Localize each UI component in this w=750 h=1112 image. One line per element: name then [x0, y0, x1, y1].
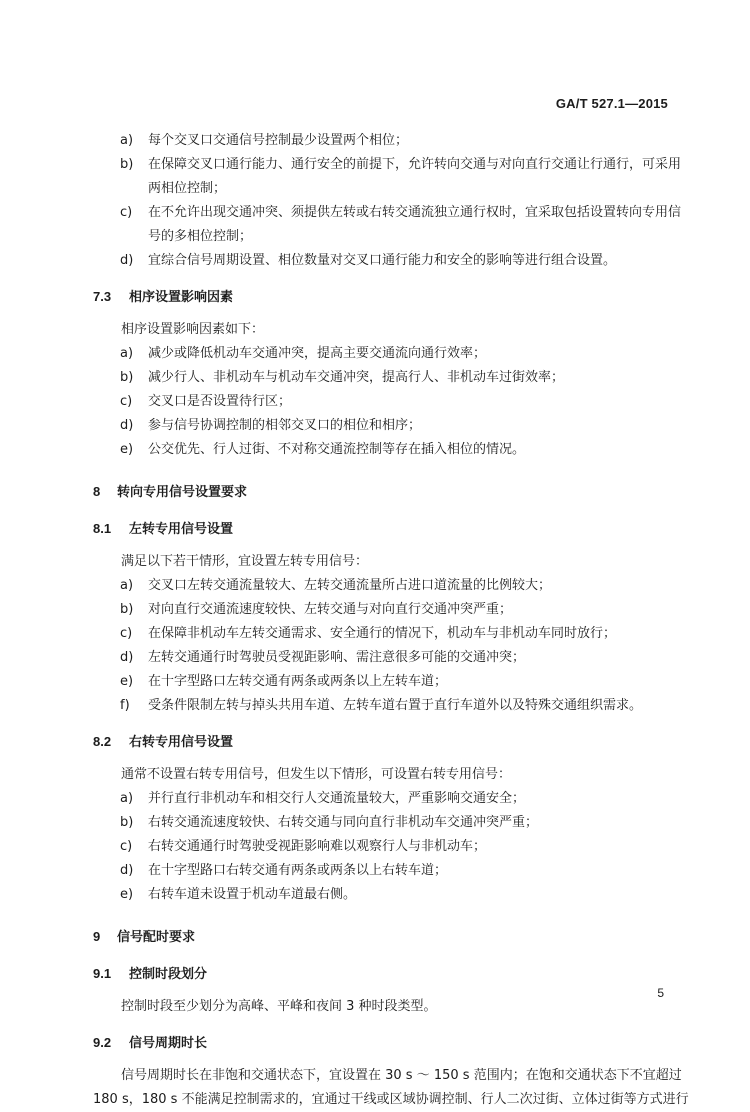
page-number: 5 [657, 986, 664, 1000]
list-item [93, 598, 683, 622]
list-item [93, 129, 683, 153]
list-text: 减少行人、非机动车与机动车交通冲突，提高行人、非机动车过街效率； [148, 370, 565, 385]
standard-code: GA/T 527.1—2015 [555, 96, 668, 111]
list-marker: d) [120, 863, 134, 878]
list-marker: e) [120, 674, 134, 689]
list-text: 右转交通流速度较快、右转交通与同向直行非机动车交通冲突严重； [148, 815, 539, 830]
list-text: 交叉口左转交通流量较大、左转交通流量所占进口道流量的比例较大； [148, 578, 552, 593]
list-item [93, 366, 683, 390]
chapter-number: 9 [93, 929, 101, 944]
list-marker: c) [120, 626, 133, 641]
list-item [93, 787, 683, 811]
page-content [93, 129, 689, 1112]
list-text: 对向直行交通流速度较快、左转交通与对向直行交通冲突严重； [148, 602, 513, 617]
chapter-number: 8 [93, 484, 101, 499]
list-item [93, 694, 683, 718]
section-paragraph: 控制时段至少划分为高峰、平峰和夜间 3 种时段类型。 [121, 999, 437, 1014]
list-item [93, 811, 683, 835]
list-item [93, 438, 683, 462]
list-text-continued: 号的多相位控制； [148, 229, 253, 244]
list-item [93, 835, 683, 859]
list-text: 在保障非机动车左转交通需求、安全通行的情况下，机动车与非机动车同时放行； [148, 626, 617, 641]
list-marker: d) [120, 253, 134, 268]
list-text: 右转交通通行时驾驶受视距影响难以观察行人与非机动车； [148, 839, 487, 854]
section-heading-9-1 [93, 962, 683, 987]
section-title: 相序设置影响因素 [129, 290, 234, 305]
list-item [93, 201, 683, 249]
list-marker: d) [120, 650, 134, 665]
list-marker: a) [120, 578, 134, 593]
list-text: 减少或降低机动车交通冲突，提高主要交通流向通行效率； [148, 346, 487, 361]
list-text: 并行直行非机动车和相交行人交通流量较大，严重影响交通安全； [148, 791, 526, 806]
chapter-heading-9 [93, 925, 683, 950]
list-text: 在十字型路口右转交通有两条或两条以上右转车道； [148, 863, 448, 878]
section-lead: 通常不设置右转专用信号，但发生以下情形，可设置右转专用信号： [121, 767, 512, 782]
list-item [93, 646, 683, 670]
list-marker: c) [120, 205, 133, 220]
paragraph-line: 180 s，180 s 不能满足控制需求的，宜通过干线或区域协调控制、行人二次过街、立体过街等方式进行 [93, 1092, 689, 1107]
section-number: 9.2 [93, 1035, 112, 1050]
list-item [93, 249, 683, 273]
list-item [93, 670, 683, 694]
list-text: 在十字型路口左转交通有两条或两条以上左转车道； [148, 674, 448, 689]
list-marker: a) [120, 346, 134, 361]
section-paragraph [93, 1064, 689, 1112]
chapter-title: 信号配时要求 [117, 930, 196, 945]
list-marker: b) [120, 157, 134, 172]
list-item [93, 414, 683, 438]
paragraph-line: 信号周期时长在非饱和交通状态下，宜设置在 30 s ～ 150 s 范围内；在饱和交通状态下不宜超过 [121, 1068, 682, 1083]
list-text: 参与信号协调控制的相邻交叉口的相位和相序； [148, 418, 422, 433]
section-number: 7.3 [93, 289, 112, 304]
section-heading-7-3 [93, 285, 683, 310]
section-title: 左转专用信号设置 [129, 522, 234, 537]
section-heading-8-1 [93, 517, 683, 542]
section-number: 8.2 [93, 734, 112, 749]
section-lead: 满足以下若干情形，宜设置左转专用信号： [121, 554, 369, 569]
list-marker: e) [120, 442, 134, 457]
list-text: 每个交叉口交通信号控制最少设置两个相位； [148, 133, 409, 148]
list-item [93, 342, 683, 366]
list-text: 宜综合信号周期设置、相位数量对交叉口通行能力和安全的影响等进行组合设置。 [148, 253, 617, 268]
list-item [93, 622, 683, 646]
list-item [93, 153, 683, 201]
list-item [93, 883, 683, 907]
list-text: 在保障交叉口通行能力、通行安全的前提下，允许转向交通与对向直行交通让行通行，可采用 [148, 157, 682, 172]
list-item [93, 574, 683, 598]
list-text: 在不允许出现交通冲突、须提供左转或右转交通流独立通行权时，宜采取包括设置转向专用信 [148, 205, 682, 220]
list-marker: b) [120, 815, 134, 830]
section-heading-8-2 [93, 730, 683, 755]
list-item [93, 859, 683, 883]
list-text: 左转交通通行时驾驶员受视距影响、需注意很多可能的交通冲突； [148, 650, 526, 665]
list-marker: b) [120, 370, 134, 385]
list-marker: a) [120, 133, 134, 148]
section-heading-9-2 [93, 1031, 683, 1056]
list-marker: c) [120, 394, 133, 409]
list-marker: a) [120, 791, 134, 806]
section-number: 9.1 [93, 966, 112, 981]
section-number: 8.1 [93, 521, 112, 536]
list-text: 公交优先、行人过街、不对称交通流控制等存在插入相位的情况。 [148, 442, 526, 457]
list-marker: b) [120, 602, 134, 617]
section-title: 控制时段划分 [129, 967, 208, 982]
list-text: 受条件限制左转与掉头共用车道、左转车道右置于直行车道外以及特殊交通组织需求。 [148, 698, 643, 713]
list-marker: e) [120, 887, 134, 902]
list-text-continued: 两相位控制； [148, 181, 227, 196]
section-title: 信号周期时长 [129, 1036, 208, 1051]
list-marker: c) [120, 839, 133, 854]
list-marker: d) [120, 418, 134, 433]
list-marker: f) [120, 698, 130, 713]
chapter-heading-8 [93, 480, 683, 505]
chapter-title: 转向专用信号设置要求 [117, 485, 248, 500]
list-item [93, 390, 683, 414]
intro-list [93, 129, 683, 273]
section-lead: 相序设置影响因素如下： [121, 322, 265, 337]
section-title: 右转专用信号设置 [129, 735, 234, 750]
list-text: 交叉口是否设置待行区； [148, 394, 292, 409]
list-text: 右转车道未设置于机动车道最右侧。 [148, 887, 357, 902]
